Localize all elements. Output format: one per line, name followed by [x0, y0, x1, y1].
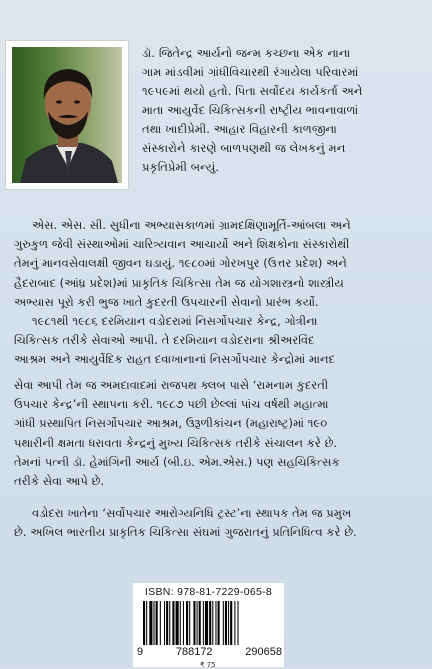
barcode-stripe	[193, 601, 195, 645]
bio-line: ડૉ. જિતેન્દ્ર આર્યનો જન્મ કચ્છના એક નાના	[142, 46, 351, 60]
bio-line: પ્રકૃતિપ્રેમી બન્યું.	[142, 160, 220, 174]
barcode-stripe	[230, 601, 232, 645]
author-photo-frame	[6, 41, 128, 189]
paragraph-line: એસ. એસ. સી. સુધીના અભ્યાસકાળમાં ગ્રામદક્ષિણામૂર્તિ-આંબલા અને	[32, 218, 351, 232]
service-paragraph	[14, 376, 418, 491]
barcode-stripe	[172, 601, 174, 645]
barcode-stripe	[203, 601, 204, 645]
barcode-digit-first: 9	[137, 646, 144, 658]
barcode-stripe	[212, 601, 213, 645]
paragraph-line: ગુરુકુળ જેવી સંસ્થાઓમાં ચારિત્ર્યવાન આચાર્યો અને શિક્ષકોના સંસ્કારોથી	[14, 237, 350, 252]
paragraph-line: તેમનું માનવસેવાલક્ષી જીવન ઘડાયું. ૧૯૮૦માં ગોરખપુર (ઉત્તર પ્રદેશ) અને	[14, 256, 347, 271]
barcode-digits-right: 290658	[245, 646, 282, 658]
isbn-label: ISBN: 978-81-7229-065-8	[144, 586, 273, 598]
barcode-digits-left: 788172	[175, 646, 213, 658]
paragraph-line: ઉપચાર કેન્દ્ર’ની સ્થાપના કરી. ૧૯૮૭ પછી છેલ્લાં પાંચ વર્ષથી મહાત્મા	[14, 397, 329, 412]
paragraph-line: ચિકિત્સક તરીકે સેવાઓ આપી. તે દરમિયાન વડોદરાના શ્રીઅરવિંદ	[14, 333, 315, 348]
paragraph-line: તેમનાં પત્ની ડૉ. હેમાંગિની આર્ય (બી.ઇ. એમ.એસ.) પણ સહચિકિત્સક	[14, 454, 340, 469]
barcode-stripe	[160, 601, 161, 645]
barcode-stripe	[209, 601, 211, 645]
barcode-stripe	[197, 601, 198, 645]
paragraph-line: હૈદરાબાદ (આંધ્ર પ્રદેશ)માં પ્રાકૃતિક ચિકિત્સા તેમ જ યોગશાસ્ત્રનો શાસ્ત્રીય	[14, 275, 344, 290]
barcode-bars	[141, 601, 276, 647]
bio-line: માતા આયુર્વેદ ચિકિત્સકની રાષ્ટ્રીય ભાવનાવાળાં	[142, 103, 359, 117]
price-label: ₹ 75	[200, 661, 216, 669]
paragraph-line: પથારીની ક્ષમતા ધરાવતા કેન્દ્રનું મુખ્ય ચિકિત્સક તરીકે સંચાલન કરે છે.	[14, 435, 338, 450]
barcode-digits	[137, 646, 282, 658]
barcode-stripe	[143, 601, 145, 645]
barcode-stripe	[146, 601, 147, 645]
bio-line: ૧૯૫૯માં થયો હતો. પિતા સર્વોદય કાર્યકર્તા અને	[142, 84, 363, 98]
barcode-stripe	[180, 601, 181, 645]
paragraph-line: ગાંધી પ્રસ્થાપિત નિસર્ગોપચાર આશ્રમ, ઉરૂળીકાંચન (મહારાષ્ટ્ર)માં ૧૯૦	[14, 416, 328, 431]
paragraph-line: ૧૯૮૧થી ૧૯૮૬ દરમિયાન વડોદરામાં નિસર્ગોપચાર કેન્દ્ર, ગોત્રીના	[32, 314, 318, 329]
isbn-barcode	[133, 583, 284, 667]
barcode-stripe	[225, 601, 227, 645]
barcode-stripe	[164, 601, 165, 645]
barcode-stripe	[218, 601, 220, 645]
education-career-paragraph	[14, 216, 418, 370]
paragraph-line: અભ્યાસ પૂરો કરી ભુજ ખાતે કુદરતી ઉપચારની સેવાનો પ્રારંભ કર્યો.	[14, 294, 319, 309]
author-photo	[12, 47, 122, 183]
barcode-stripe	[238, 601, 239, 645]
paragraph-line: છે. અખિલ ભારતીય પ્રાકૃતિક ચિકિત્સા સંઘમાં ગુજરાતનું પ્રતિનિધિત્વ કરે છે.	[14, 525, 357, 540]
trust-paragraph	[14, 504, 418, 542]
barcode-stripe	[156, 601, 158, 645]
barcode-stripe	[199, 601, 201, 645]
paragraph-line: વડોદરા ખાતેના ‘સર્વોપચાર આરોગ્યનિધિ ટ્રસ્ટ’ના સ્થાપક તેમ જ પ્રમુખ	[32, 506, 352, 520]
barcode-stripe	[169, 601, 170, 645]
paragraph-line: સેવા આપી તેમ જ અમદાવાદમાં રાજપથ ક્લબ પાસે ‘રામનામ કુદરતી	[14, 378, 329, 392]
paragraph-line: તરીકે સેવા આપે છે.	[14, 474, 105, 489]
barcode-stripe	[176, 601, 179, 645]
barcode-stripe	[189, 601, 190, 645]
barcode-stripe	[183, 601, 184, 645]
barcode-stripe	[234, 601, 235, 645]
paragraph-line: આશ્રમ અને આયુર્વેદિક રાહત દવાખાનાનાં નિસર્ગોપચાર કેન્દ્રોમાં માનદ	[14, 352, 336, 367]
bio-line: તથા ખાદીપ્રેમી. આહાર વિહારની કાળજીના	[142, 122, 337, 136]
barcode-stripe	[223, 601, 224, 645]
barcode-stripe	[149, 601, 152, 645]
barcode-stripe	[215, 601, 216, 645]
barcode-stripe	[228, 601, 229, 645]
bio-line: સંસ્કારોને કારણે બાળપણથી જ લેખકનું મન	[142, 141, 346, 155]
barcode-stripe	[186, 601, 188, 645]
barcode-stripe	[154, 601, 155, 645]
author-bio-intro	[142, 44, 412, 177]
author-portrait-image	[12, 47, 122, 183]
barcode-stripe	[205, 601, 208, 645]
bio-line: ગામ માંડવીમાં ગાંધીવિચારથી રંગાયેલા પરિવારમાં	[142, 65, 359, 79]
barcode-stripe	[166, 601, 168, 645]
